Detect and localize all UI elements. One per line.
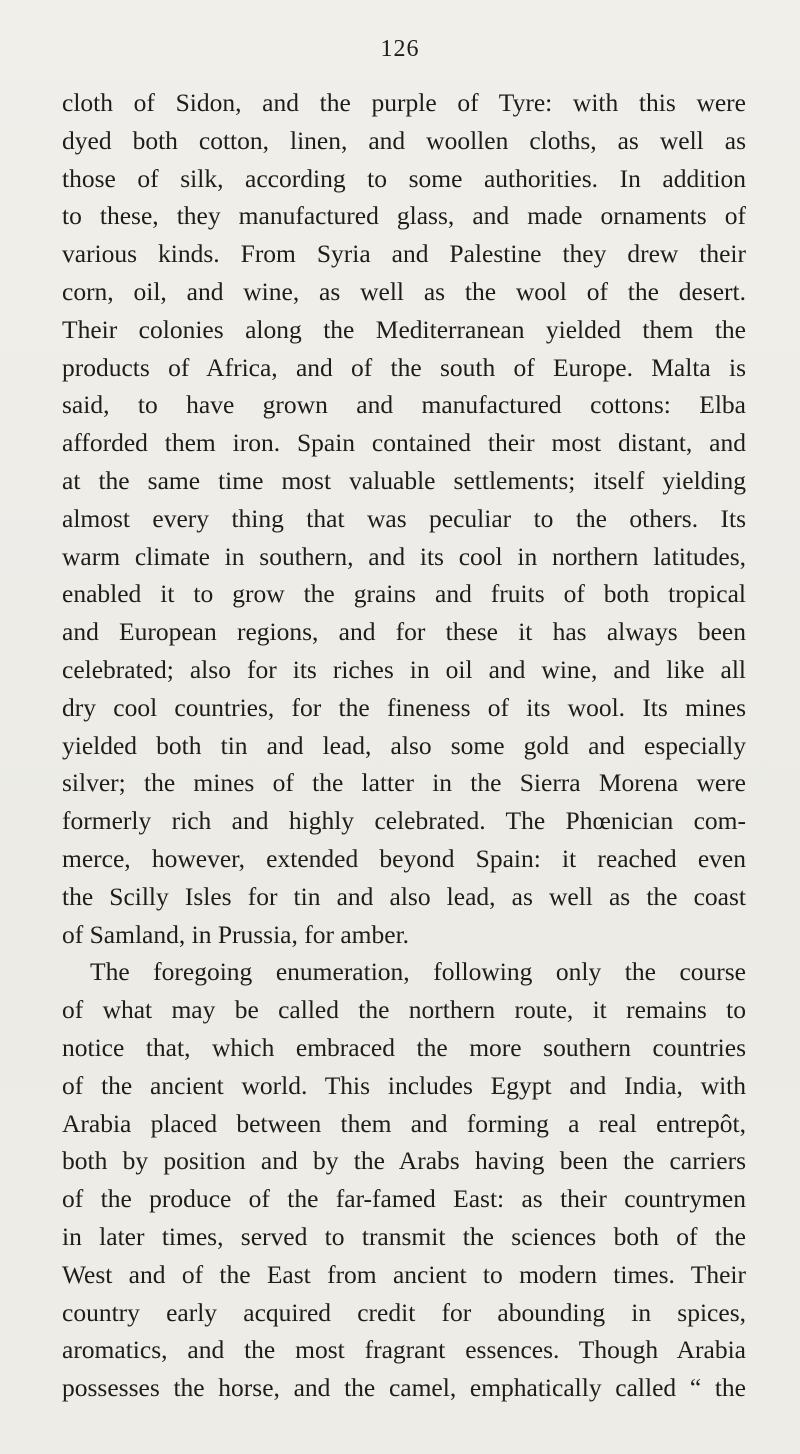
page-number: 126 [380,36,420,62]
text-line: various kinds. From Syria and Palestine they drew their [62,239,746,269]
text-line: warm climate in southern, and its cool in northern latitudes, [62,541,746,571]
text-line: at the same time most valuable settlements; itself yielding [62,465,746,495]
text-line: Their colonies along the Mediterranean yielded them the [62,314,746,344]
text-line: dry cool countries, for the fineness of its wool. Its mines [62,692,746,722]
text-line: the Scilly Isles for tin and also lead, as well as the coast [62,881,746,911]
text-line: yielded both tin and lead, also some gold and especially [62,730,746,760]
text-line: of what may be called the northern route, it remains to [62,995,746,1025]
text-line: cloth of Sidon, and the purple of Tyre: with this were [62,88,746,117]
text-line: to these, they manufactured glass, and made ornaments of [62,201,746,231]
text-line: silver; the mines of the latter in the Sierra Morena were [62,768,746,798]
text-line: possesses the horse, and the camel, emphatically called “ the [62,1373,746,1403]
text-line: The foregoing enumeration, following only the course [90,957,746,987]
text-line: Arabia placed between them and forming a real entrepôt, [62,1108,746,1138]
text-line: celebrated; also for its riches in oil and wine, and like all [62,654,746,684]
text-line: enabled it to grow the grains and fruits of both tropical [62,579,746,609]
text-line: country early acquired credit for abounding in spices, [62,1297,746,1327]
text-line: aromatics, and the most fragrant essences. Though Arabia [62,1335,746,1365]
text-line: and European regions, and for these it has always been [62,617,746,647]
text-line: West and of the East from ancient to modern times. Their [62,1259,746,1289]
text-line: of the ancient world. This includes Egypt and India, with [62,1070,746,1100]
text-line: afforded them iron. Spain contained their most distant, and [62,428,746,458]
text-line: of Samland, in Prussia, for amber. [62,919,410,949]
text-line: of the produce of the far-famed East: as their countrymen [62,1184,746,1214]
text-line: those of silk, according to some authorities. In addition [62,163,746,193]
text-line: formerly rich and highly celebrated. The Phœnician com- [62,806,746,836]
body-text [62,84,746,1407]
text-line: said, to have grown and manufactured cottons: Elba [62,390,746,420]
text-line: dyed both cotton, linen, and woollen cloths, as well as [62,125,746,155]
text-line: notice that, which embraced the more southern countries [62,1032,746,1062]
text-line: products of Africa, and of the south of Europe. Malta is [62,352,746,382]
text-line: corn, oil, and wine, as well as the wool of the desert. [62,276,746,306]
text-line: almost every thing that was peculiar to the others. Its [62,503,746,533]
text-line: merce, however, extended beyond Spain: it reached even [62,843,746,873]
text-line: both by position and by the Arabs having been the carriers [62,1146,746,1176]
text-line: in later times, served to transmit the sciences both of the [62,1221,746,1251]
